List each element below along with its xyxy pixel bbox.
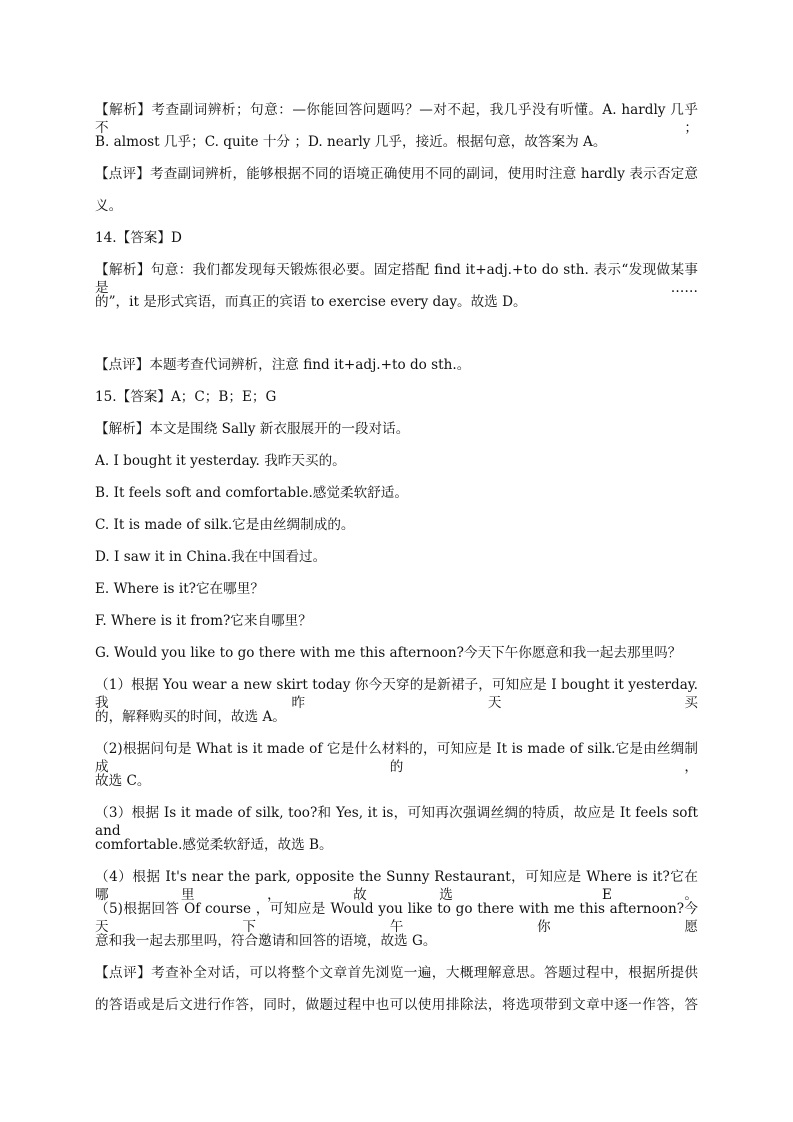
text-line: （5)根据回答 Of course ，可知应是 Would you like to go there with me this afternoon?今天下午你愿 — [95, 901, 698, 935]
text-line: 【解析】本文是围绕 Sally 新衣服展开的一段对话。 — [95, 421, 410, 437]
text-line: （3）根据 Is it made of silk, too?和 Yes, it is，可知再次强调丝绸的特质，故应是 It feels soft and — [95, 805, 698, 839]
text-line: 的答语或是后文进行作答，同时，做题过程中也可以使用排除法，将选项带到文章中逐一作答，答 — [95, 997, 698, 1013]
option-line: E. Where is it?它在哪里？ — [95, 581, 264, 597]
answer-heading: 15.【答案】A；C；B；E；G — [95, 389, 277, 405]
text-line: 故选 C。 — [95, 773, 151, 789]
option-line: B. It feels soft and comfortable.感觉柔软舒适。 — [95, 485, 408, 501]
text-line: 【解析】考查副词辨析；句意：—你能回答问题吗？—对不起，我几乎没有听懂。A. hardly 几乎不； — [95, 102, 698, 136]
text-line: 意和我一起去那里吗，符合邀请和回答的语境，故选 G。 — [95, 933, 437, 949]
answer-heading: 14.【答案】D — [95, 230, 182, 246]
text-line: （2)根据问句是 What is it made of 它是什么材料的，可知应是 It is made of silk.它是由丝绸制成的， — [95, 741, 698, 775]
text-line: 的，解释购买的时间，故选 A。 — [95, 709, 286, 725]
text-line: comfortable.感觉柔软舒适，故选 B。 — [95, 837, 333, 853]
text-line: B. almost 几乎；C. quite 十分 ；D. nearly 几乎，接近。根据句意，故答案为 A。 — [95, 134, 607, 150]
text-line: 的”，it 是形式宾语，而真正的宾语 to exercise every day。故选 D。 — [95, 294, 527, 310]
text-line: 【点评】考查副词辨析，能够根据不同的语境正确使用不同的副词，使用时注意 hardly 表示否定意 — [95, 166, 698, 182]
text-line: 【点评】考查补全对话，可以将整个文章首先浏览一遍，大概理解意思。答题过程中，根据所提供 — [95, 965, 698, 981]
option-line: D. I saw it in China.我在中国看过。 — [95, 549, 327, 565]
text-line: （4）根据 It's near the park, opposite the Sunny Restaurant，可知应是 Where is it?它在哪里，故选 E。 — [95, 869, 698, 903]
text-line: 义。 — [95, 198, 123, 214]
text-line: （1）根据 You wear a new skirt today 你今天穿的是新裙子，可知应是 I bought it yesterday. 我昨天买 — [95, 677, 698, 711]
option-line: G. Would you like to go there with me this afternoon?今天下午你愿意和我一起去那里吗？ — [95, 645, 682, 661]
option-line: A. I bought it yesterday. 我昨天买的。 — [95, 453, 346, 469]
text-line: 【点评】本题考查代词辨析，注意 find it+adj.+to do sth.。 — [95, 357, 471, 373]
option-line: C. It is made of silk.它是由丝绸制成的。 — [95, 517, 355, 533]
option-line: F. Where is it from?它来自哪里？ — [95, 613, 312, 629]
text-line: 【解析】句意：我们都发现每天锻炼很必要。固定搭配 find it+adj.+to do sth. 表示“发现做某事是…… — [95, 262, 698, 296]
